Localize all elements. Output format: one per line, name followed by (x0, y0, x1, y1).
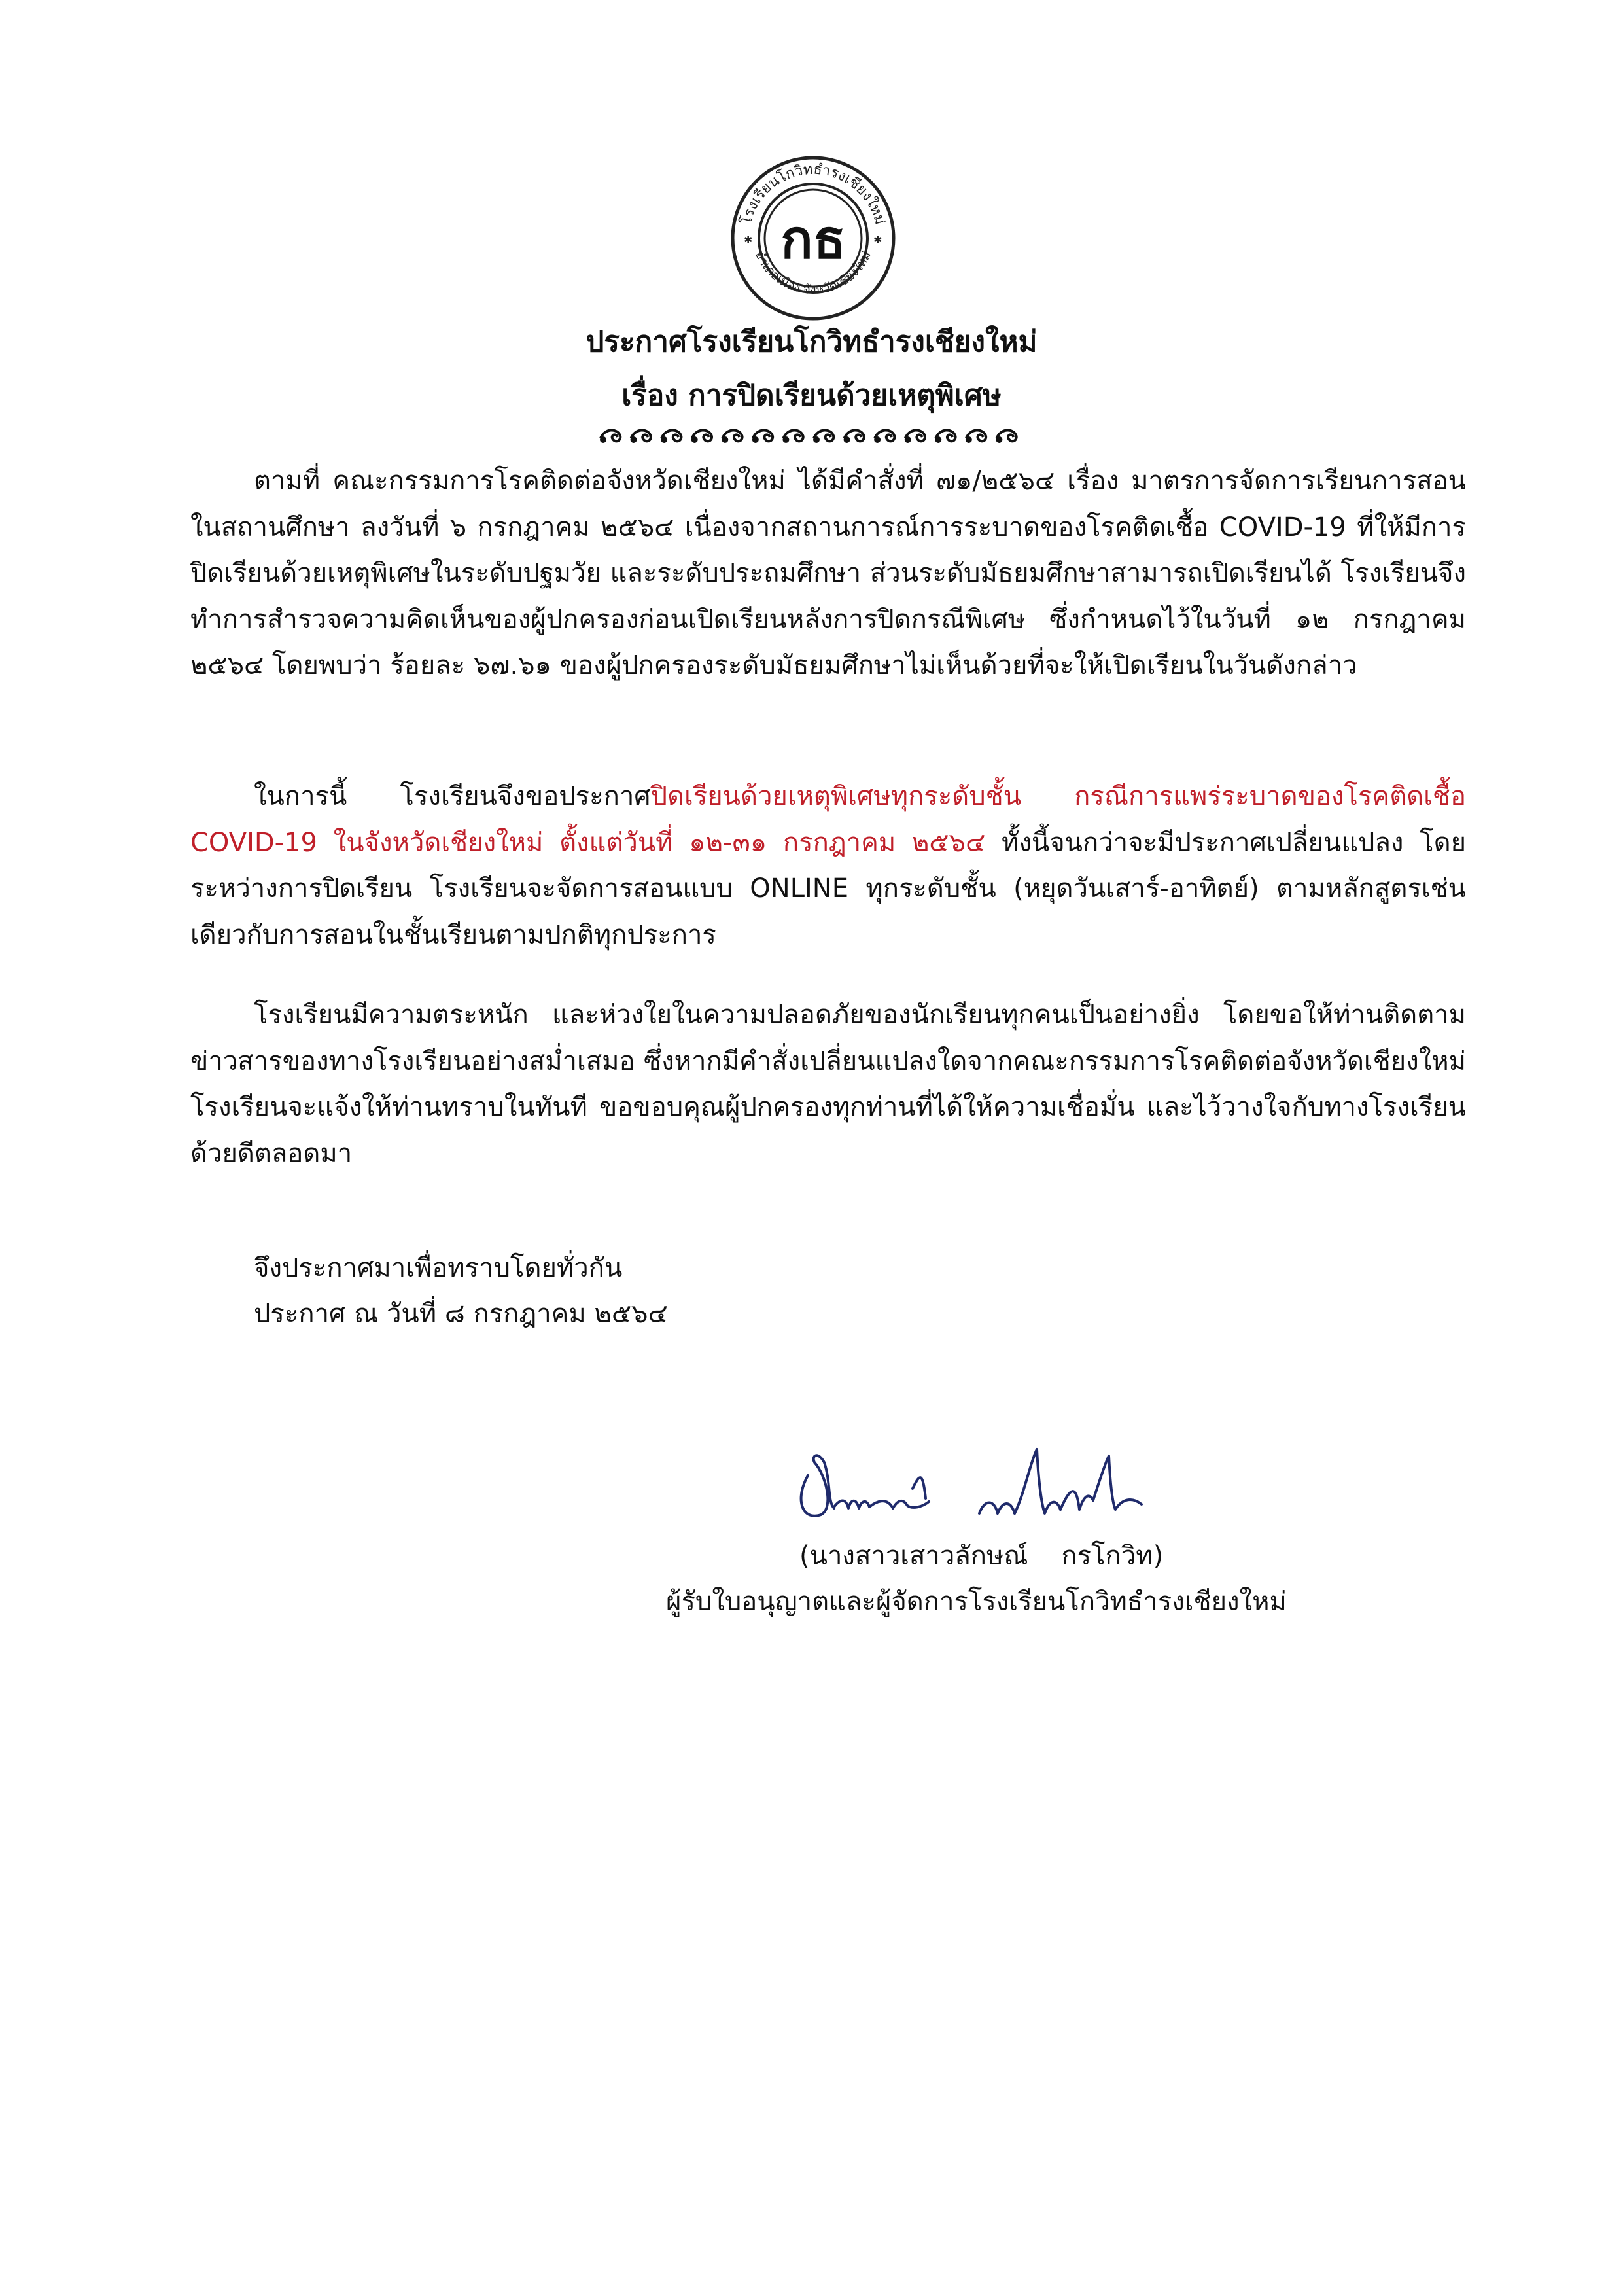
svg-text:✱: ✱ (873, 234, 882, 246)
closure-highlight-text: ปิดเรียนด้วยเหตุพิเศษทุกระดับชั้น กรณีการแพร่ระบาดของโรคติดเชื้อ COVID-19 ในจังหวัดเชียงใหม่ ตั้งแต่วันที่ ๑๒-๓๑ กรกฎาคม ๒๕๖๔ (190, 781, 1466, 858)
ornament-dot (631, 436, 637, 443)
seal-ring-bottom-text: อำเภอเมือง จังหวัดเชียงใหม่ (752, 249, 874, 298)
ornament-dot (752, 436, 759, 443)
ornament-dot (782, 436, 789, 443)
paragraph-concern: โรงเรียนมีความตระหนัก และห่วงใยในความปลอดภัยของนักเรียนทุกคนเป็นอย่างยิ่ง โดยขอให้ท่านติดตามข่าวสารของทางโรงเรียนอย่างสม่ำเสมอ ซึ่งหากมีคำสั่งเปลี่ยนแปลงใดจากคณะกรรมการโรคติดต่อจังหวัดเชียงใหม่ โรงเรียนจะแจ้งให้ท่านทราบในทันที ขอขอบคุณผู้ปกครองทุกท่านที่ได้ให้ความเชื่อมั่น และไว้วางใจกับทางโรงเรียนด้วยดีตลอดมา (190, 1000, 1466, 1169)
announcement-date: ประกาศ ณ วันที่ ๘ กรกฎาคม ๒๕๖๔ (254, 1299, 668, 1329)
ornament-dot (874, 436, 881, 443)
closing-statement: จึงประกาศมาเพื่อทราบโดยทั่วกัน (254, 1253, 623, 1283)
announcement-title: ประกาศโรงเรียนโกวิทธำรงเชียงใหม่ (585, 325, 1038, 359)
school-seal-icon (731, 156, 896, 321)
ornament-dot (813, 436, 820, 443)
signer-position: ผู้รับใบอนุญาตและผู้จัดการโรงเรียนโกวิทธำรงเชียงใหม่ (666, 1587, 1287, 1617)
paragraph-announcement-lead: ในการนี้ โรงเรียนจึงขอประกาศ (254, 781, 651, 811)
decorative-flourish-divider-icon (598, 424, 1024, 446)
svg-text:✱: ✱ (744, 234, 753, 246)
seal-ring-top-text: โรงเรียนโกวิทธำรงเชียงใหม่ (738, 161, 888, 227)
ornament-dot (966, 436, 972, 443)
ornament-dot (722, 436, 728, 443)
ornament-dot (600, 436, 606, 443)
ornament-dot (661, 436, 667, 443)
paragraph-announcement (190, 773, 1466, 958)
paragraph-background: ตามที่ คณะกรรมการโรคติดต่อจังหวัดเชียงใหม่ ได้มีคำสั่งที่ ๗๑/๒๕๖๔ เรื่อง มาตรการจัดการเรียนการสอนในสถานศึกษา ลงวันที่ ๖ กรกฎาคม ๒๕๖๔ เนื่องจากสถานการณ์การระบาดของโรคติดเชื้อ COVID-19 ที่ให้มีการปิดเรียนด้วยเหตุพิเศษในระดับปฐมวัย และระดับประถมศึกษา ส่วนระดับมัธยมศึกษาสามารถเปิดเรียนได้ โรงเรียนจึงทำการสำรวจความคิดเห็นของผู้ปกครองก่อนเปิดเรียนหลังการปิดกรณีพิเศษ ซึ่งกำหนดไว้ในวันที่ ๑๒ กรกฎาคม ๒๕๖๔ โดยพบว่า ร้อยละ ๖๗.๖๑ ของผู้ปกครองระดับมัธยมศึกษาไม่เห็นด้วยที่จะให้เปิดเรียนในวันดังกล่าว (190, 466, 1466, 680)
paragraph-announcement-rest: ทั้งนี้จนกว่าจะมีประกาศเปลี่ยนแปลง โดยระหว่างการปิดเรียน โรงเรียนจะจัดการสอนแบบ ONLINE ทุกระดับชั้น (หยุดวันเสาร์-อาทิตย์) ตามหลักสูตรเช่นเดียวกับการสอนในชั้นเรียนตามปกติทุกประการ (190, 827, 1467, 950)
handwritten-signature-icon (788, 1436, 1164, 1531)
seal-monogram: กธ (780, 209, 846, 271)
ornament-dot (935, 436, 941, 443)
signer-name: (นางสาวเสาวลักษณ์ กรโกวิท) (799, 1541, 1164, 1571)
ornament-dot (996, 436, 1002, 443)
ornament-dot (691, 436, 698, 443)
ornament-dot (844, 436, 850, 443)
ornament-dot (905, 436, 911, 443)
announcement-subject: เรื่อง การปิดเรียนด้วยเหตุพิเศษ (621, 379, 1002, 412)
